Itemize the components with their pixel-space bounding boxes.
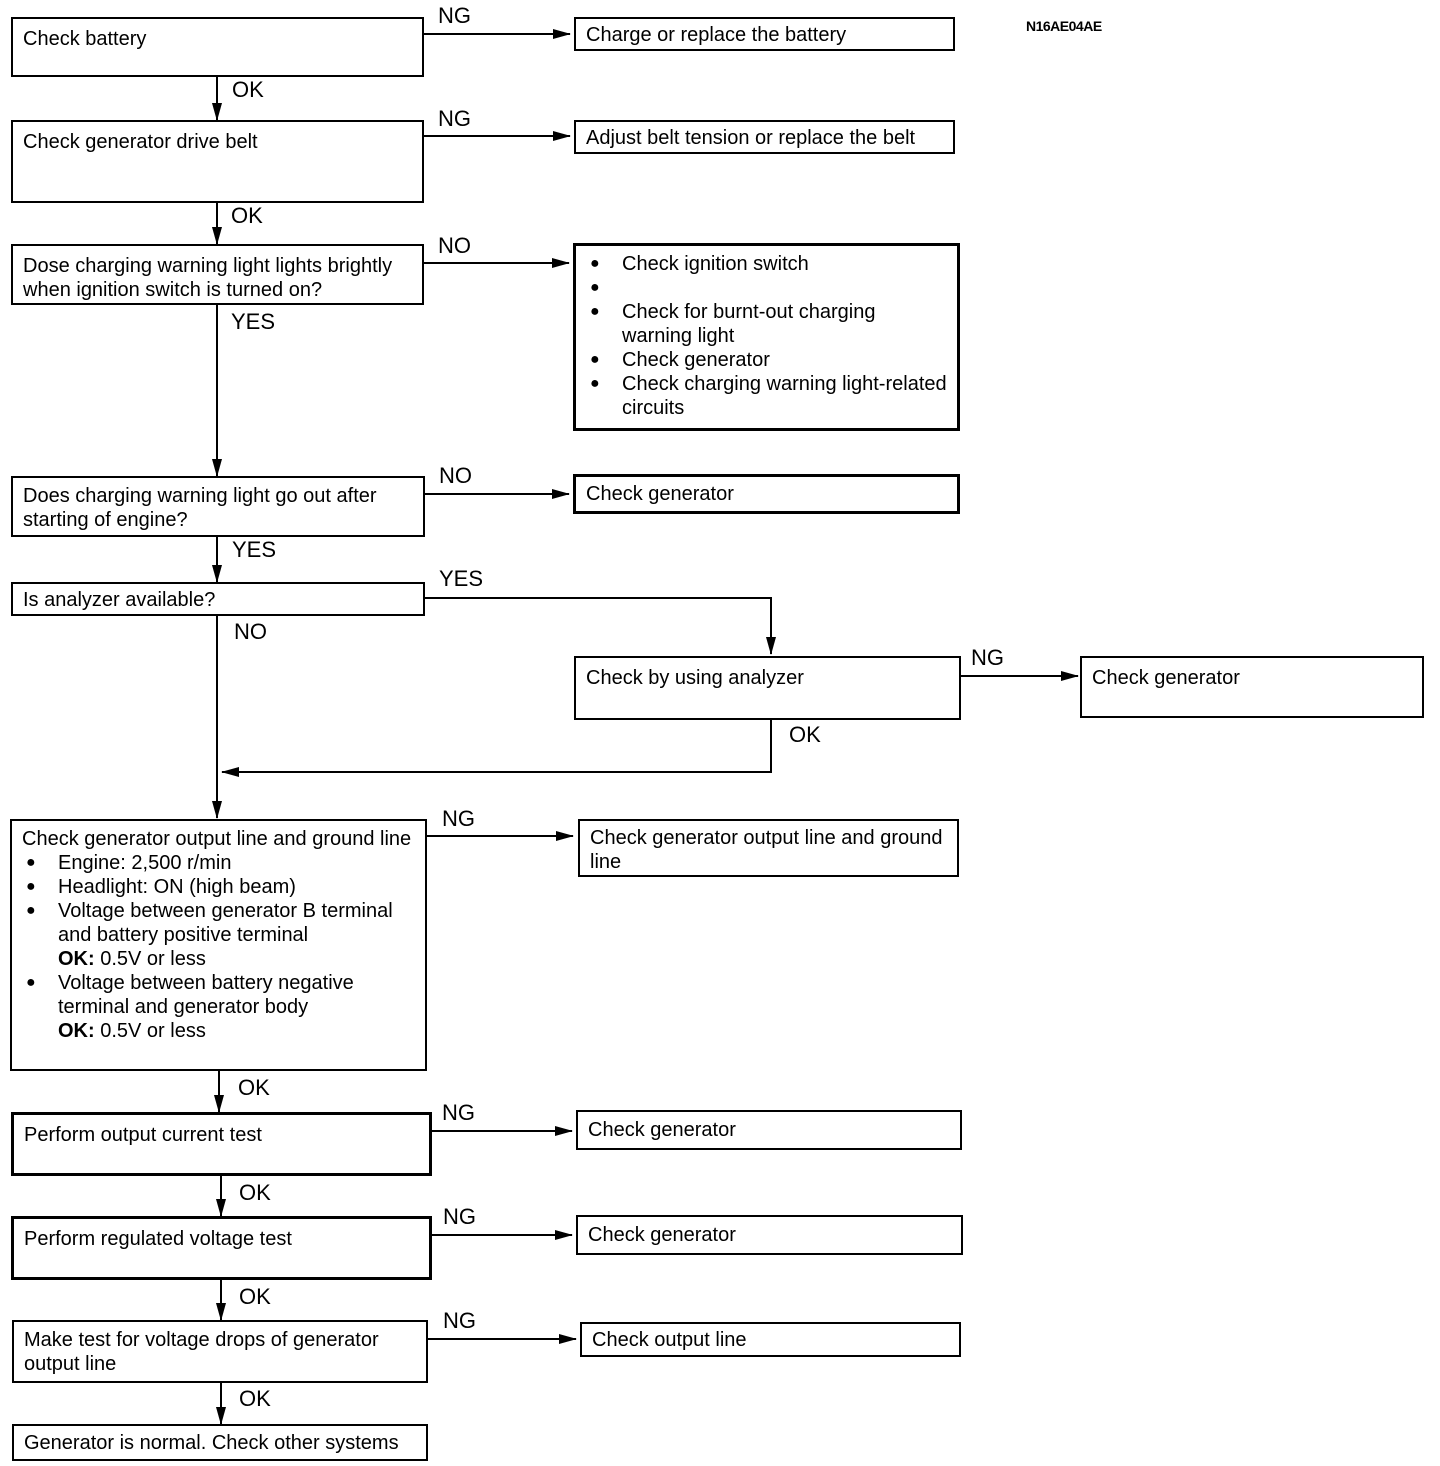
ok-label: OK: <box>58 948 95 970</box>
label-ok: OK <box>231 203 263 228</box>
step-regulated-voltage <box>11 1216 432 1280</box>
step-check-battery-text: Check battery <box>23 28 147 50</box>
step-warning-light-out <box>11 476 425 537</box>
step-normal <box>12 1424 428 1461</box>
label-ok: OK <box>238 1075 270 1100</box>
action-charge-battery-text: Charge or replace the battery <box>586 24 847 46</box>
action-check-generator-4-text: Check generator <box>588 1224 736 1246</box>
step-regulated-voltage-text: Perform regulated voltage test <box>24 1228 292 1250</box>
step-warning-light-on <box>11 244 424 305</box>
action-check-output-line <box>580 1322 961 1357</box>
label-yes: YES <box>231 309 276 334</box>
label-ng: NG <box>443 1308 476 1333</box>
step-output-current <box>11 1112 432 1176</box>
action-check-generator-2-text: Check generator <box>1092 667 1240 689</box>
ignition-check-item: ● Check charging warning light-related circuits <box>586 372 947 420</box>
label-ng: NG <box>442 806 475 831</box>
action-check-generator-2 <box>1080 656 1424 718</box>
ignition-check-item: ● Check ignition switch <box>586 252 947 276</box>
arrow-analyzer-check-ok <box>222 720 771 772</box>
ok-value: 0.5V or less <box>100 1020 206 1042</box>
action-check-output-ground-text: Check generator output line and ground line <box>590 827 943 873</box>
output-line-item: ● Headlight: ON (high beam) <box>22 875 415 899</box>
step-warning-light-on-text: Dose charging warning light lights brightly when ignition switch is turned on? <box>23 255 393 301</box>
label-ng: NG <box>442 1100 475 1125</box>
label-no: NO <box>439 463 472 488</box>
action-check-generator-3 <box>576 1110 962 1150</box>
step-output-current-text: Perform output current test <box>24 1124 262 1146</box>
label-ok: OK <box>789 722 821 747</box>
step-voltage-drops <box>12 1320 428 1383</box>
ignition-check-item: ● Check for burnt-out charging warning light <box>586 300 947 348</box>
label-ok: OK <box>239 1180 271 1205</box>
label-no: NO <box>234 619 267 644</box>
action-check-output-ground <box>578 819 959 877</box>
step-check-belt-text: Check generator drive belt <box>23 131 258 153</box>
action-ignition-checks <box>573 243 960 431</box>
step-warning-light-out-text: Does charging warning light go out after starting of engine? <box>23 485 377 531</box>
label-yes: YES <box>439 566 484 591</box>
action-charge-battery <box>574 17 955 51</box>
figure-code: N16AE04AE <box>1026 18 1102 34</box>
action-check-generator-1-text: Check generator <box>586 483 734 505</box>
output-line-item: ● Engine: 2,500 r/min <box>22 851 415 875</box>
action-adjust-belt <box>574 120 955 154</box>
action-adjust-belt-text: Adjust belt tension or replace the belt <box>586 127 916 149</box>
step-voltage-drops-text: Make test for voltage drops of generator output line <box>24 1329 379 1375</box>
step-analyzer-available <box>11 582 425 616</box>
label-ng: NG <box>438 3 471 28</box>
step-check-by-analyzer <box>574 656 961 720</box>
label-ng: NG <box>443 1204 476 1229</box>
step-analyzer-available-text: Is analyzer available? <box>23 589 216 611</box>
action-check-output-line-text: Check output line <box>592 1329 747 1351</box>
label-yes: YES <box>232 537 277 562</box>
step-check-belt <box>11 120 424 203</box>
output-line-item: ● Voltage between generator B terminal and battery positive terminal OK: 0.5V or less <box>22 899 415 971</box>
action-check-generator-3-text: Check generator <box>588 1119 736 1141</box>
action-check-generator-4 <box>576 1215 963 1255</box>
label-no: NO <box>438 233 471 258</box>
label-ok: OK <box>232 77 264 102</box>
action-check-generator-1 <box>573 474 960 514</box>
arrow-analyzer-yes <box>425 598 771 654</box>
label-ok: OK <box>239 1386 271 1411</box>
step-output-line <box>10 819 427 1071</box>
ok-value: 0.5V or less <box>100 948 206 970</box>
step-normal-text: Generator is normal. Check other systems <box>24 1432 399 1454</box>
ignition-check-spacer <box>586 276 947 300</box>
ok-label: OK: <box>58 1020 95 1042</box>
step-check-battery <box>11 17 424 77</box>
label-ok: OK <box>239 1284 271 1309</box>
label-ng: NG <box>971 645 1004 670</box>
step-output-line-title: Check generator output line and ground line <box>22 828 412 850</box>
label-ng: NG <box>438 106 471 131</box>
ignition-check-item: ● Check generator <box>586 348 947 372</box>
output-line-item: ● Voltage between battery negative terminal and generator body OK: 0.5V or less <box>22 971 415 1043</box>
step-check-by-analyzer-text: Check by using analyzer <box>586 667 804 689</box>
